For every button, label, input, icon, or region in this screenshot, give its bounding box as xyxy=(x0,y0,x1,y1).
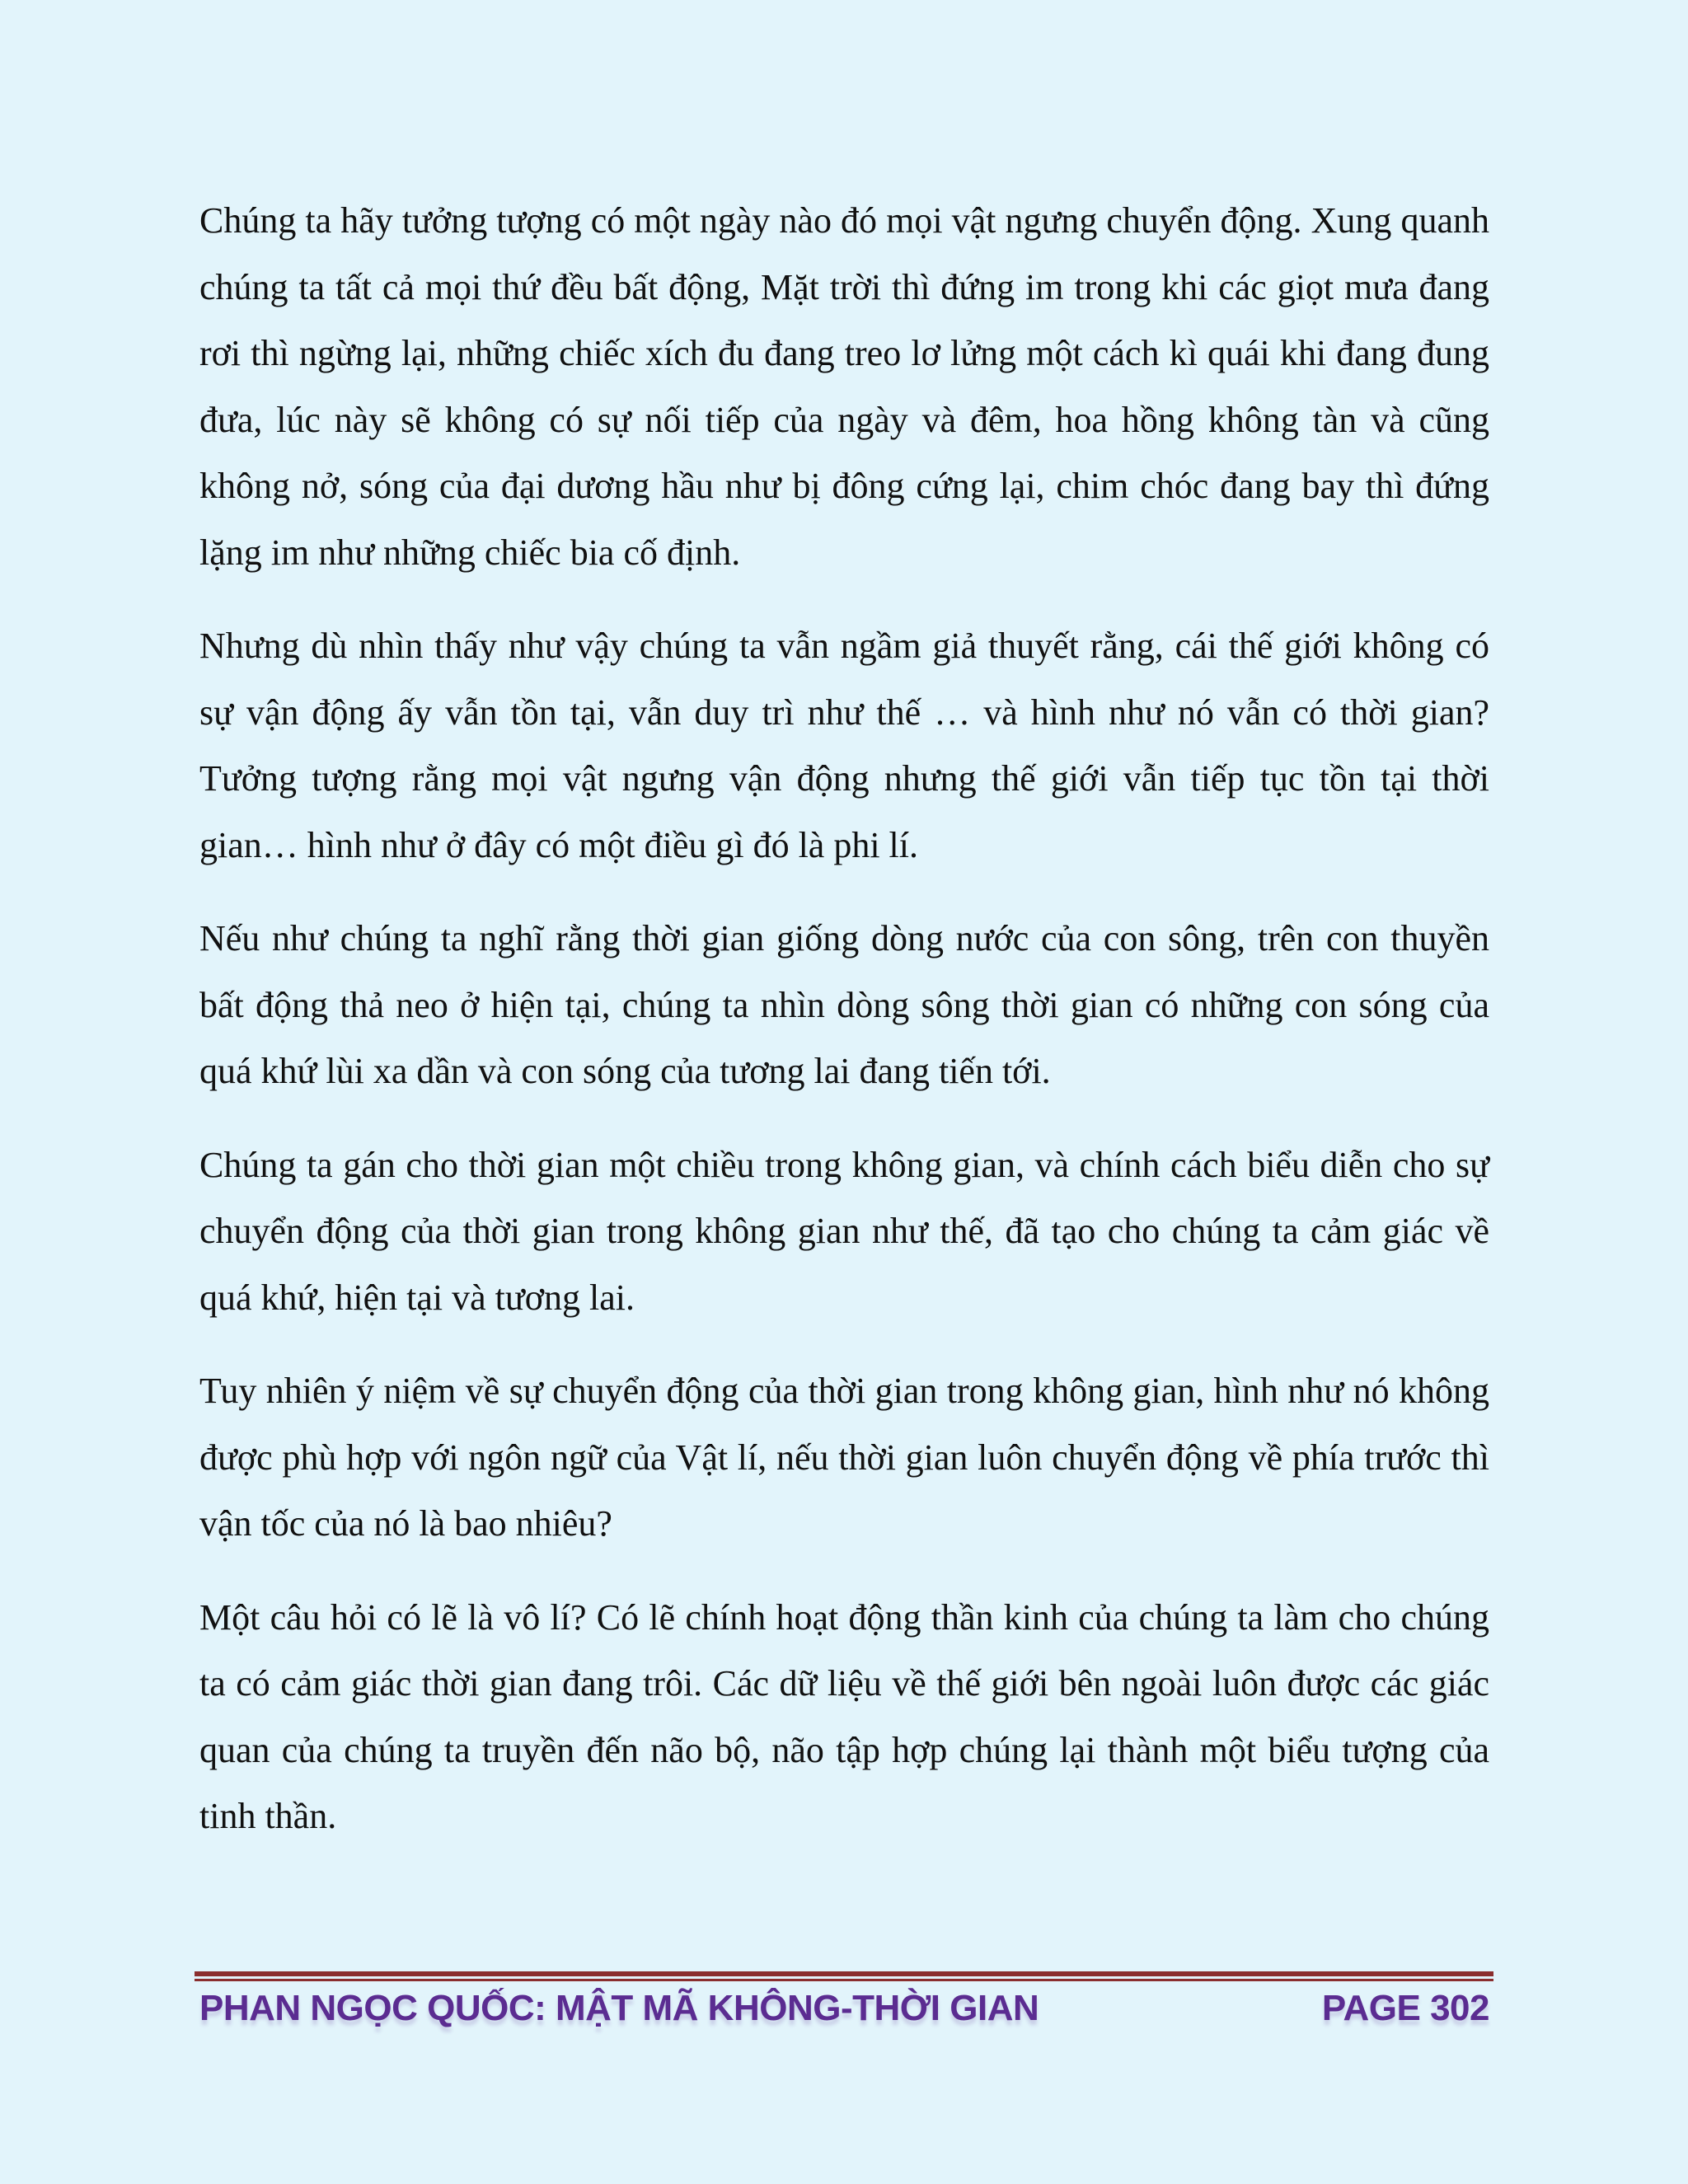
body-text xyxy=(199,188,1489,1877)
paragraph-3: Nếu như chúng ta nghĩ rằng thời gian giống dòng nước của con sông, trên con thuyền bất động thả neo ở hiện tại, chúng ta nhìn dòng sông thời gian có những con sóng của quá khứ lùi xa dần và con sóng của tương lai đang tiến tới. xyxy=(199,918,1489,1091)
footer-book-title: PHAN NGỌC QUỐC: MẬT MÃ KHÔNG-THỜI GIAN xyxy=(199,1988,1039,2028)
paragraph-1: Chúng ta hãy tưởng tượng có một ngày nào đó mọi vật ngưng chuyển động. Xung quanh chúng ta tất cả mọi thứ đều bất động, Mặt trời thì đứng im trong khi các giọt mưa đang rơi thì ngừng lại, những chiếc xích đu đang treo lơ lửng một cách kì quái khi đang đung đưa, lúc này sẽ không có sự nối tiếp của ngày và đêm, hoa hồng không tàn và cũng không nở, sóng của đại dương hầu như bị đông cứng lại, chim chóc đang bay thì đứng lặng im như những chiếc bia cố định. xyxy=(199,200,1489,573)
footer-divider xyxy=(195,1971,1493,1981)
paragraph-4: Chúng ta gán cho thời gian một chiều trong không gian, và chính cách biểu diễn cho sự chuyển động của thời gian trong không gian như thế, đã tạo cho chúng ta cảm giác về quá khứ, hiện tại và tương lai. xyxy=(199,1144,1489,1318)
page-footer xyxy=(199,1988,1489,2037)
paragraph-5: Tuy nhiên ý niệm về sự chuyển động của thời gian trong không gian, hình như nó không được phù hợp với ngôn ngữ của Vật lí, nếu thời gian luôn chuyển động về phía trước thì vận tốc của nó là bao nhiêu? xyxy=(199,1371,1489,1544)
footer-page-number: PAGE 302 xyxy=(1321,1988,1489,2028)
paragraph-6: Một câu hỏi có lẽ là vô lí? Có lẽ chính hoạt động thần kinh của chúng ta làm cho chúng ta có cảm giác thời gian đang trôi. Các dữ liệu về thế giới bên ngoài luôn được các giác quan của chúng ta truyền đến não bộ, não tập hợp chúng lại thành một biểu tượng của tinh thần. xyxy=(199,1596,1489,1836)
paragraph-2: Nhưng dù nhìn thấy như vậy chúng ta vẫn ngầm giả thuyết rằng, cái thế giới không có sự vận động ấy vẫn tồn tại, vẫn duy trì như thế … và hình như nó vẫn có thời gian? Tưởng tượng rằng mọi vật ngưng vận động nhưng thế giới vẫn tiếp tục tồn tại thời gian… hình như ở đây có một điều gì đó là phi lí. xyxy=(199,626,1489,865)
